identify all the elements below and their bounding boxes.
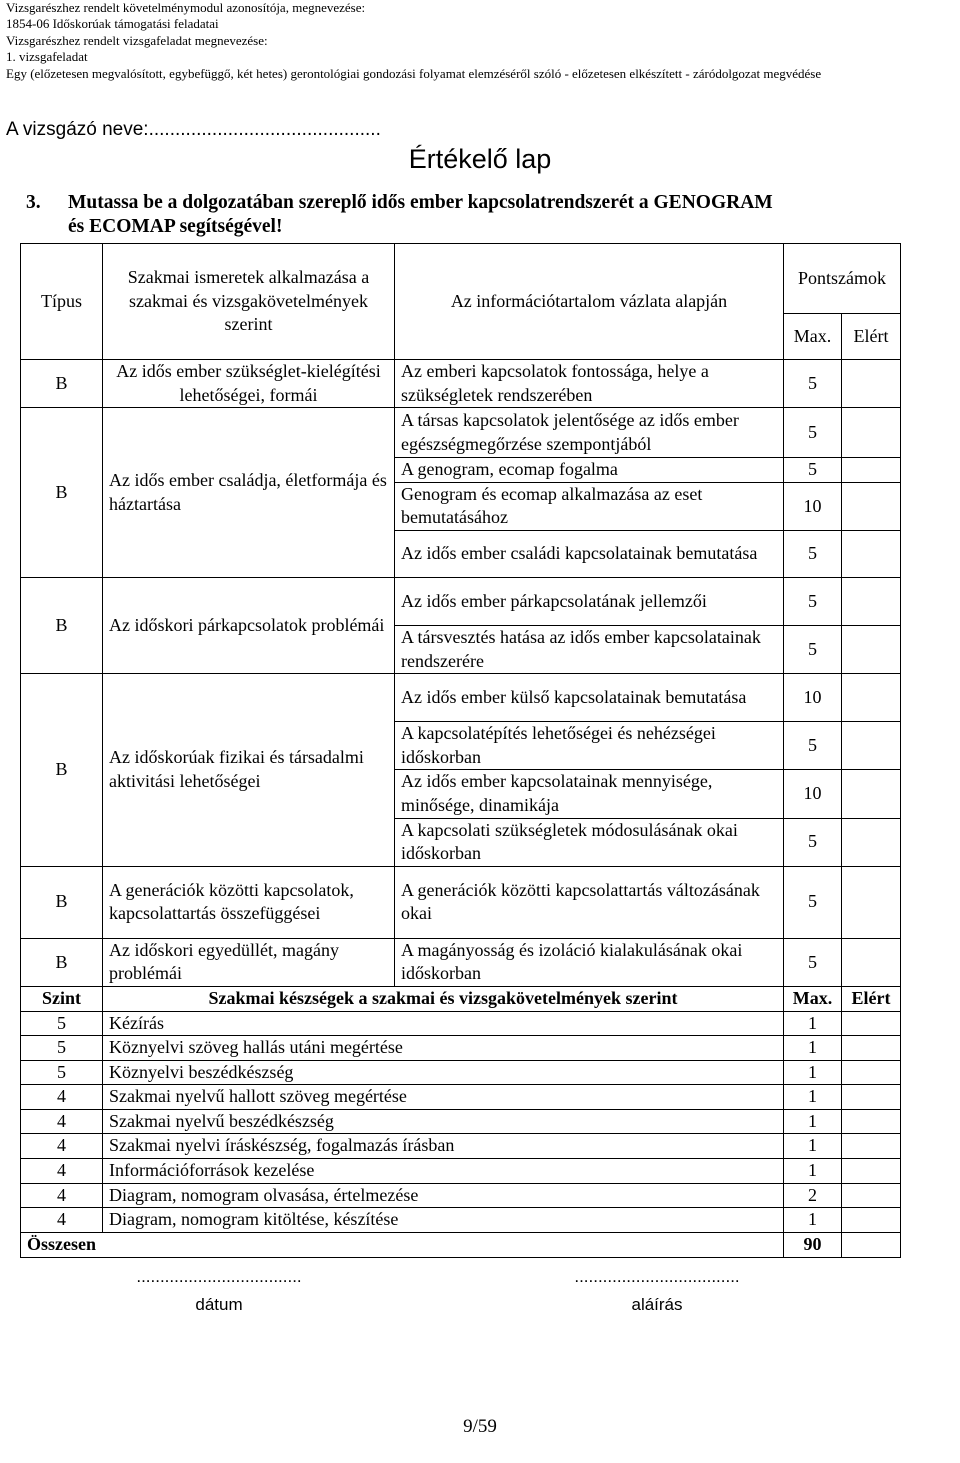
skill-text-cell: Kézírás: [103, 1011, 784, 1036]
skills-title-header: Szakmai készségek a szakmai és vizsgakövetelmények szerint: [103, 986, 784, 1011]
skill-level-cell: 5: [21, 1036, 103, 1061]
max-points-cell: 5: [784, 722, 842, 770]
date-dots: ...................................: [136, 1267, 302, 1286]
achieved-points-cell: [842, 408, 901, 458]
achieved-points-cell: [842, 938, 901, 986]
page-title: Értékelő lap: [408, 144, 552, 174]
skill-level-cell: 4: [21, 1085, 103, 1110]
achieved-points-cell: [842, 577, 901, 625]
knowledge-topic-cell: Az időskori egyedüllét, magány problémái: [103, 938, 395, 986]
skill-text-cell: Szakmai nyelvű beszédkészség: [103, 1109, 784, 1134]
max-points-cell: 5: [784, 530, 842, 577]
knowledge-topic-cell: A generációk közötti kapcsolatok, kapcsolattartás összefüggései: [103, 866, 395, 938]
max-header: Max.: [784, 314, 842, 360]
task-text-line1: Mutassa be a dolgozatában szereplő idős ember kapcsolatrendszerét a GENOGRAM: [68, 192, 773, 213]
table-row: [21, 360, 901, 408]
max-points-cell: 5: [784, 938, 842, 986]
skill-achieved-cell: [842, 1085, 901, 1110]
outline-item-cell: Az idős ember külső kapcsolatainak bemutatása: [395, 674, 784, 722]
skill-row: [21, 1060, 901, 1085]
outline-item-cell: Genogram és ecomap alkalmazása az eset bemutatásához: [395, 482, 784, 530]
skill-max-cell: 1: [784, 1011, 842, 1036]
outline-item-cell: Az emberi kapcsolatok fontossága, helye a szükségletek rendszerében: [395, 360, 784, 408]
skill-achieved-cell: [842, 1183, 901, 1208]
level-header: Szint: [21, 986, 103, 1011]
task-number: 3.: [26, 192, 41, 213]
skill-row: [21, 1109, 901, 1134]
outline-item-cell: Az idős ember családi kapcsolatainak bemutatása: [395, 530, 784, 577]
outline-item-cell: Az idős ember párkapcsolatának jellemzői: [395, 577, 784, 625]
knowledge-topic-cell: Az időskori párkapcsolatok problémái: [103, 577, 395, 673]
skill-level-cell: 5: [21, 1011, 103, 1036]
signature-dots: ...................................: [574, 1267, 740, 1286]
task-statement: [26, 191, 926, 239]
knowledge-topic-cell: Az idős ember szükséglet-kielégítési lehetőségei, formái: [103, 360, 395, 408]
outline-item-cell: Az idős ember kapcsolatainak mennyisége, minősége, dinamikája: [395, 770, 784, 818]
skill-level-cell: 4: [21, 1183, 103, 1208]
skill-level-cell: 5: [21, 1060, 103, 1085]
skill-row: [21, 1159, 901, 1184]
skill-max-cell: 1: [784, 1134, 842, 1159]
type-cell: B: [21, 360, 103, 408]
achieved-points-cell: [842, 818, 901, 866]
header-line-module: 1854-06 Időskorúak támogatási feladatai: [6, 16, 219, 32]
total-label: Összesen: [21, 1232, 784, 1257]
signature-block: [522, 1267, 792, 1315]
outline-item-cell: A társas kapcsolatok jelentősége az idős ember egészségmegőrzése szempontjából: [395, 408, 784, 458]
type-cell: B: [21, 674, 103, 867]
max-points-cell: 5: [784, 458, 842, 483]
type-header: Típus: [21, 244, 103, 360]
skill-row: [21, 1208, 901, 1233]
skill-max-cell: 1: [784, 1208, 842, 1233]
skill-text-cell: Szakmai nyelvű hallott szöveg megértése: [103, 1085, 784, 1110]
achieved-points-cell: [842, 625, 901, 673]
skill-level-cell: 4: [21, 1208, 103, 1233]
type-cell: B: [21, 577, 103, 673]
task-text-line2: és ECOMAP segítségével!: [68, 216, 283, 237]
max-points-cell: 5: [784, 625, 842, 673]
skill-row: [21, 1085, 901, 1110]
skill-row: [21, 1134, 901, 1159]
knowledge-header: Szakmai ismeretek alkalmazása a szakmai és vizsgakövetelmények szerint: [103, 244, 395, 360]
type-cell: B: [21, 866, 103, 938]
skill-max-cell: 1: [784, 1159, 842, 1184]
skill-max-cell: 1: [784, 1036, 842, 1061]
header-line-task-label: Vizsgarészhez rendelt vizsgafeladat megnevezése:: [6, 32, 268, 48]
skill-achieved-cell: [842, 1159, 901, 1184]
skill-text-cell: Szakmai nyelvi íráskészség, fogalmazás írásban: [103, 1134, 784, 1159]
skills-max-header: Max.: [784, 986, 842, 1011]
max-points-cell: 5: [784, 818, 842, 866]
achieved-points-cell: [842, 770, 901, 818]
skill-max-cell: 1: [784, 1060, 842, 1085]
max-points-cell: 10: [784, 674, 842, 722]
signature-label: aláírás: [631, 1295, 683, 1314]
type-cell: B: [21, 408, 103, 578]
outline-item-cell: A társvesztés hatása az idős ember kapcsolatainak rendszerére: [395, 625, 784, 673]
knowledge-topic-cell: Az időskorúak fizikai és társadalmi aktivitási lehetőségei: [103, 674, 395, 867]
table-header-row: [21, 244, 901, 314]
table-row: [21, 577, 901, 625]
skill-achieved-cell: [842, 1109, 901, 1134]
header-line-task-description: Egy (előzetesen megvalósított, egybefüggő, két hetes) gerontológiai gondozási folyamat elemzéséről szóló - előzetesen elkészített - záródolgozat megvédése: [6, 65, 822, 81]
achieved-points-cell: [842, 482, 901, 530]
outline-item-cell: A kapcsolatépítés lehetőségei és nehézségei időskorban: [395, 722, 784, 770]
table-row: [21, 674, 901, 722]
skill-level-cell: 4: [21, 1159, 103, 1184]
max-points-cell: 5: [784, 408, 842, 458]
skill-row: [21, 1036, 901, 1061]
skill-achieved-cell: [842, 1134, 901, 1159]
outline-item-cell: A kapcsolati szükségletek módosulásának okai időskorban: [395, 818, 784, 866]
type-cell: B: [21, 938, 103, 986]
header-line-module-label: Vizsgarészhez rendelt követelménymodul azonosítója, megnevezése:: [6, 0, 366, 15]
skills-header-row: [21, 986, 901, 1011]
skill-achieved-cell: [842, 1036, 901, 1061]
skills-achieved-header: Elért: [842, 986, 901, 1011]
achieved-points-cell: [842, 458, 901, 483]
total-row: [21, 1232, 901, 1257]
max-points-cell: 5: [784, 866, 842, 938]
skill-max-cell: 2: [784, 1183, 842, 1208]
skill-text-cell: Köznyelvi beszédkészség: [103, 1060, 784, 1085]
skill-row: [21, 1183, 901, 1208]
skill-text-cell: Információforrások kezelése: [103, 1159, 784, 1184]
skill-level-cell: 4: [21, 1109, 103, 1134]
outline-header: Az információtartalom vázlata alapján: [395, 244, 784, 360]
skill-row: [21, 1011, 901, 1036]
outline-item-cell: A magányosság és izoláció kialakulásának okai időskorban: [395, 938, 784, 986]
achieved-points-cell: [842, 360, 901, 408]
outline-item-cell: A genogram, ecomap fogalma: [395, 458, 784, 483]
date-signature-block: [84, 1267, 354, 1315]
table-row: [21, 938, 901, 986]
table-row: [21, 408, 901, 458]
skill-achieved-cell: [842, 1060, 901, 1085]
skill-achieved-cell: [842, 1208, 901, 1233]
skill-text-cell: Diagram, nomogram olvasása, értelmezése: [103, 1183, 784, 1208]
header-line-task: 1. vizsgafeladat: [6, 49, 88, 65]
skill-text-cell: Köznyelvi szöveg hallás utáni megértése: [103, 1036, 784, 1061]
document-header: [6, 0, 946, 82]
total-max-cell: 90: [784, 1232, 842, 1257]
points-header: Pontszámok: [784, 244, 901, 314]
date-label: dátum: [195, 1295, 243, 1314]
skill-text-cell: Diagram, nomogram kitöltése, készítése: [103, 1208, 784, 1233]
table-row: [21, 866, 901, 938]
max-points-cell: 10: [784, 482, 842, 530]
achieved-header: Elért: [842, 314, 901, 360]
evaluation-table: [20, 243, 901, 1258]
skill-level-cell: 4: [21, 1134, 103, 1159]
skill-max-cell: 1: [784, 1109, 842, 1134]
total-achieved-cell: [842, 1232, 901, 1257]
outline-item-cell: A generációk közötti kapcsolattartás változásának okai: [395, 866, 784, 938]
achieved-points-cell: [842, 530, 901, 577]
max-points-cell: 5: [784, 360, 842, 408]
knowledge-topic-cell: Az idős ember családja, életformája és háztartása: [103, 408, 395, 578]
achieved-points-cell: [842, 866, 901, 938]
achieved-points-cell: [842, 674, 901, 722]
max-points-cell: 5: [784, 577, 842, 625]
achieved-points-cell: [842, 722, 901, 770]
skill-achieved-cell: [842, 1011, 901, 1036]
page-number: 9/59: [463, 1416, 497, 1437]
max-points-cell: 10: [784, 770, 842, 818]
skill-max-cell: 1: [784, 1085, 842, 1110]
candidate-name-line: A vizsgázó neve:............................................: [6, 119, 381, 140]
